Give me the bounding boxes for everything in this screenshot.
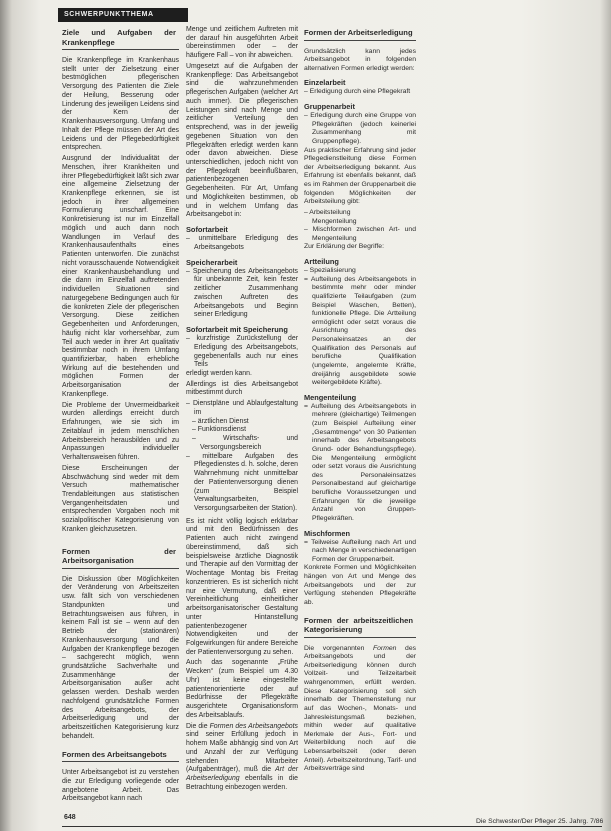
emphasis: Formen	[373, 644, 397, 652]
list-item: – mittelbare Aufgaben des Pflegedienstes d. h. solche, deren Wahrnehmung nicht unmittelbar der Patientenversorgung dienen (zum Beispiel Verwaltungsarbeiten, Versorgungsarbeiten der Station).	[186, 452, 298, 512]
definition: – Erledigung durch eine Pflegekraft	[304, 88, 411, 96]
heading-arbeitsangebot: Formen des Arbeitsangebots	[62, 748, 179, 763]
paragraph: Die Probleme der Unvermeidbarkeit wurden allerdings erreicht durch Erfahrungen, wie sie sich im Zeitablauf in jedem menschlichen Arbeitsbereich herausbilden und zu Anpassungen individueller Verhaltensweisen führen.	[62, 401, 179, 462]
paragraph: Menge und zeitlichem Auftreten mit der darauf hin ausgeführten Arbeit übereinstimmen oder – der häufigere Fall – von ihr abweichen.	[186, 26, 298, 60]
term-gruppenarbeit: Gruppenarbeit	[304, 102, 355, 111]
list-item: – Arbeitsteilung	[304, 208, 351, 216]
section-header-band: SCHWERPUNKTTHEMA	[58, 8, 188, 22]
paragraph: Konkrete Formen und Möglichkeiten hängen von Art und Menge des Arbeitsangebots und der zur Verfügung stehenden Pflegekräfte ab.	[304, 564, 416, 606]
text-run: des Arbeitsangebots und der Arbeitserledigung können durch Vollzeit- und Teilzeitarbeit wahrgenommen, erfüllt werden. Diese Kategorisierung soll sich innerhalb der Themenstellung nur auf das Wochen-, Monats- und Jahresleistungsmaß beziehen, mithin weder auf qualitative Merkmale der Aus-, Fort- und Weiterbildung noch auf die Lebensarbeitszeit (oder deren Anteil). Arbeitszeitordnung, Tarif- und Arbeitsverträge sind	[304, 644, 416, 773]
definition: = Aufteilung des Arbeitsangebots in bestimmte mehr oder minder qualifizierte Teilaufgaben (zum Beispiel Waschen, Betten), funktionelle Pflege. Die Artteilung ermöglicht oder setzt voraus die Ausrichtung des Personaleinsatzes an der Qualifikation des Personals auf berufliche Qualifikation (ungelernte, angelernte Kräfte, dreijährig ausgebildete sowie weitergebildete Kräfte).	[304, 275, 416, 387]
list-item: – Mischformen zwischen Art- und Mengenteilung	[304, 226, 416, 242]
paragraph: Unter Arbeitsangebot ist zu verstehen die zur Erledigung vorliegende oder angebotene Arbeit. Das Arbeitsangebot kann nach	[62, 769, 179, 803]
paragraph: Grundsätzlich kann jedes Arbeitsangebot in folgenden alternativen Formen erledigt werden:	[304, 47, 416, 72]
paragraph: Umgesetzt auf die Aufgaben der Krankenpflege: Das Arbeitsangebot sind die wahrzunehmenden pflegerischen Aufgaben (welcher Art auch immer). Die pflegerischen Leistungen sind nach Menge und zeitlicher Verteilung den entsprechend, was in der jeweilig gegebenen Situation von den Pflegekräften erledigt werden kann oder davon abweichen. Diese unterschiedlichen, jedoch nicht von der Pflegekraft beeinflußbaren, patientenbezogenen Gegebenheiten. Für Art, Umfang und Möglichkeiten bestimmen, ob und in welchem Umfang das Arbeitsangebot in:	[186, 62, 298, 219]
emphasis: Art der Arbeitserledigung	[186, 766, 298, 783]
paragraph: erledigt werden kann.	[186, 369, 252, 377]
term-sofortarbeit: Sofortarbeit	[186, 225, 228, 235]
list-item: Mengenteilung	[312, 217, 357, 225]
footer-rule	[62, 826, 602, 827]
spacer	[62, 537, 179, 545]
paragraph: Aus praktischer Erfahrung sind jeder Pflegedienstleitung diese Formen der Arbeitserledigung bekannt. Aus Erfahrung ist ebenfalls bekannt, daß es im Rahmen der Gruppenarbeit die folgenden Möglichkeiten der Arbeitsteilung gibt:	[304, 146, 416, 206]
paragraph: Auch das sogenannte „Frühe Wecken“ (zum Beispiel um 4.30 Uhr) ist keine eingestellte patientenorientierte oder auf Bedürfnisse der Pflegekräfte ausgerichtete Organisationsform des Arbeitsablaufs.	[186, 659, 298, 719]
term-speicherarbeit: Speicherarbeit	[186, 257, 238, 267]
text-run: Die vorgenannten	[304, 644, 373, 652]
text-run: Die die	[186, 722, 210, 730]
heading-ziele: Ziele und Aufgaben der Krankenpflege	[62, 26, 179, 50]
definition: = Aufteilung des Arbeitsangebots in mehrere (gleichartige) Teilmengen (zum Beispiel Aufteilung einer „Gesamtmenge“ von 30 Patienten innerhalb des Arbeitsangebots Grund- oder Behandlungspflege). Die Mengenteilung ermöglicht oder setzt voraus die Ausrichtung des Personaleinsatzes Personalbestand auf gleichartige berufliche Voraussetzungen und Erfahrungen für die jeweilige Anzahl von Gruppen-Pflegekräften.	[304, 402, 416, 522]
column-middle-inner	[186, 26, 298, 792]
heading-arbeitsorganisation: Formen der Arbeitsorganisation	[62, 545, 179, 569]
list-item: – ärztlichen Dienst	[192, 417, 249, 425]
text-run: sind seiner Erfüllung jedoch in hohem Maße abhängig sind von Art und Anzahl der zur Verfügung stehenden Mitarbeiter (Aufgabenträger), muß die	[186, 731, 298, 774]
definition: – Speicherung des Arbeitsangebots für unbekannte Zeit, kein fester zeitlicher Zusammenhang zwischen Auftreten des Arbeitsangebots und Beginn seiner Erledigung	[186, 267, 298, 319]
term-artteilung: Artteilung	[304, 257, 339, 266]
term-einzelarbeit: Einzelarbeit	[304, 78, 346, 88]
text-run: ebenfalls in die Betrachtung einbezogen werden.	[186, 775, 298, 791]
paragraph: Es ist nicht völlig logisch erklärbar und mit den Bedürfnissen des Patienten auch nicht zwingend übereinstimmend, daß sich beispielsweise ärztliche Diagnostik und Therapie auf den Vormittag der Wochentage Montag bis Freitag konzentrieren. Es ist sicherlich nicht nur eine Vermutung, daß einer Vereinheitlichung einheitlicher arbeitsorganisatorischer Gestaltung unter Hintanstellung patientenbezogener Notwendigkeiten und der Folgewirkungen für andere Bereiche der Patientenversorgung zu sehen.	[186, 517, 298, 656]
emphasis: Formen des Arbeitsangebots	[209, 722, 298, 730]
list-item: – Dienstpläne und Ablaufgestaltung im	[186, 400, 298, 416]
paragraph	[304, 645, 416, 774]
paragraph: Diese Erscheinungen der Abschwächung sind weder mit dem Versuch mathematischer Trendableitungen aus statistischen Vergangenheitsdaten und entsprechenden Vorgaben noch mit sozialpolitischer Kategorisierung von Kranken gleichzusetzen.	[62, 464, 179, 533]
paragraph	[186, 723, 298, 793]
definition: – Spezialisierung	[304, 267, 356, 274]
paragraph: Allerdings ist dies Arbeitsangebot mitbestimmt durch	[186, 380, 298, 397]
column-right	[304, 26, 416, 776]
term-mischformen: Mischformen	[304, 528, 350, 538]
paragraph: Ausgrund der Individualität der Menschen, ihrer Krankheiten und ihrer Pflegebedürftigkeit läßt sich zwar eine allgemeine Zielsetzung der Krankenpflege erkennen, sie ist jedoch in ihrer allgemeinen Formulierung unscharf. Eine Konkretisierung ist nur im Einzelfall möglich und auch dann noch Wandlungen im Verlauf des Krankenhausaufenthalts eines Patienten unterworfen. Die zunächst nicht vorausschauende Notwendigkeit einer Krankenhausbehandlung und die dann im Einzelfall auftretenden individuellen Situationen sind naturgegebene Bedingungen auch für die konkreten Ziele der pflegerischen Versorgung. Diese zeitlichen Gegebenheiten und Anforderungen, häufig nicht klar vorhersehbar, zum Teil auch weder in ihrer Art qualitativ bestimmbar noch in ihrem Umfang quantifizierbar, haben erhebliche Wirkung auf die bestehenden und möglichen Formen der Arbeitsorganisation der Krankenpflege.	[62, 155, 179, 398]
journal-footer: Die Schwester/Der Pfleger 25. Jahrg. 7/86	[476, 818, 604, 825]
paragraph: Zur Erklärung der Begriffe:	[304, 243, 384, 251]
term-sofortarbeit-speicherung: Sofortarbeit mit Speicherung	[186, 325, 288, 335]
paragraph: Die Diskussion über Möglichkeiten der Veränderung von Arbeitszeiten usw. fällt sich von verschiedenen Standpunkten und Betrachtungsweisen aus führen, in keinem Fall ist sie – wenn auf den Betrieb der (stationären) Krankenhausversorgung und die Aufgaben der Krankenpflege bezogen – sachgerecht möglich, wenn grundsätzliche Sachverhalte und Zusammenhänge der Arbeitsorganisation außer acht gelassen werden. Deshalb werden nachfolgend grundsätzliche Formen des Arbeitsangebots, der Arbeitserledigung und der arbeitszeitlichen Kategorisierung kurz behandelt.	[62, 575, 179, 740]
page-number: 648	[64, 814, 76, 821]
term-mengenteilung: Mengenteilung	[304, 392, 357, 402]
definition: = Teilweise Aufteilung nach Art und nach Menge in verschiedenartigen Formen der Gruppenarbeit.	[304, 538, 416, 563]
column-left	[62, 26, 179, 806]
list-item: – Funktionsdienst	[192, 426, 247, 434]
heading-kategorisierung: Formen der arbeitszeitlichen Kategorisierung	[304, 614, 416, 638]
heading-arbeitserledigung: Formen der Arbeitserledigung	[304, 26, 416, 41]
definition: – kurzfristige Zurückstellung der Erledigung des Arbeitsangebots, gegebenenfalls auch nur eines Teils	[186, 335, 298, 369]
column-middle	[186, 26, 298, 794]
paragraph: Die Krankenpflege im Krankenhaus stellt unter der Zielsetzung einer bestmöglichen pflegerischen Versorgung des Patienten die Ziele der Heilung, Besserung oder Linderung des jeweiligen Leidens sind der Kern der Krankenhausversorgung. Umfang und Inhalt der Pflege müssen der Art des Leidens und der Pflegebedürftigkeit entsprechen.	[62, 57, 179, 152]
definition: – Erledigung durch eine Gruppe von Pflegekräften (jedoch keinerlei Zusammenhang mit Gruppenpflege).	[304, 112, 416, 145]
definition: – unmittelbare Erledigung des Arbeitsangebots	[186, 235, 298, 251]
list-item: – Wirtschafts- und Versorgungsbereich	[192, 435, 298, 451]
